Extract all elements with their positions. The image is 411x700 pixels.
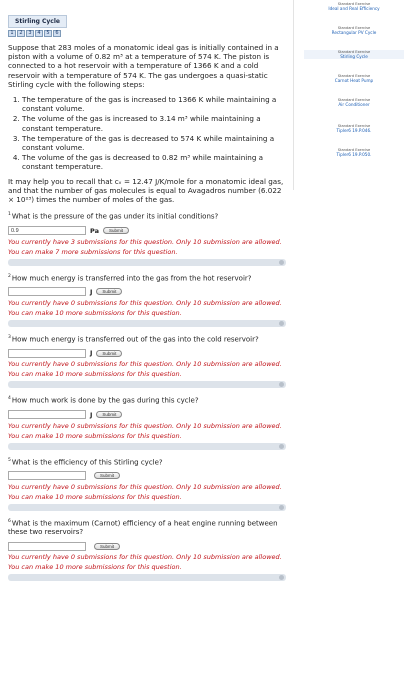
submit-button[interactable]: Submit [94,543,120,550]
submission-status: You currently have 0 submissions for this question. Only 10 submission are allowed. [8,482,282,491]
feedback-bar[interactable] [8,320,286,327]
feedback-bar[interactable] [8,574,286,581]
submissions-remaining: You can make 10 more submissions for this question. [8,431,182,440]
answer-input[interactable] [8,471,86,480]
sidebar-item-air-conditioner[interactable] [304,98,404,107]
answer-line [8,287,286,297]
question-6 [8,517,286,581]
submission-status: You currently have 0 submissions for this question. Only 10 submission are allowed. [8,360,282,369]
submission-status: You currently have 3 submissions for this question. Only 10 submission are allowed. [8,237,282,246]
expand-icon[interactable] [279,321,284,326]
submissions-remaining: You can make 10 more submissions for this question. [8,370,182,379]
nav-box-5[interactable]: 5 [44,30,52,37]
answer-input[interactable] [8,349,86,358]
main-content [8,8,286,581]
question-nav [8,30,286,37]
question-number: 2 [8,273,11,279]
page-title: Stirling Cycle [8,15,67,28]
sidebar-item-stirling-cycle[interactable] [304,50,404,59]
answer-input[interactable] [8,226,86,235]
answer-line [8,410,286,420]
sidebar-item-link[interactable]: Stirling Cycle [340,54,368,59]
sidebar-item-link[interactable]: Rectangular PV Cycle [331,30,377,35]
unit-label: J [90,410,93,419]
expand-icon[interactable] [279,505,284,510]
sidebar-item-carnot-heat-pump[interactable] [304,74,404,83]
answer-input[interactable] [8,287,86,296]
sidebar-item-type: Standard Exercise [337,124,371,128]
question-number: 5 [8,457,11,463]
submission-status: You currently have 0 submissions for this question. Only 10 submission are allowed. [8,421,282,430]
submissions-remaining: You can make 7 more submissions for this question. [8,247,178,256]
nav-box-6[interactable]: 6 [53,30,61,37]
question-text: How much work is done by the gas during this cycle? [11,396,199,405]
question-text: What is the pressure of the gas under its initial conditions? [11,212,219,221]
expand-icon[interactable] [279,382,284,387]
sidebar-item-type: Standard Exercise [337,148,371,152]
sidebar-item-type: Standard Exercise [337,2,371,6]
submit-button[interactable]: Submit [96,288,122,295]
sidebar-item-tipler6-19p046[interactable] [304,124,404,133]
question-text: What is the efficiency of this Stirling cycle? [11,457,163,466]
submissions-remaining: You can make 10 more submissions for this question. [8,308,182,317]
submissions-remaining: You can make 10 more submissions for this question. [8,563,182,572]
question-text: How much energy is transferred into the gas from the hot reservoir? [11,273,252,282]
step-3: 3. The temperature of the gas is decreased to 574 K while maintaining a constant volume. [22,134,286,152]
sidebar-item-link[interactable]: Tipler6 19.P.046. [336,128,372,133]
question-5 [8,456,286,511]
step-2: 2. The volume of the gas is increased to 3.14 m³ while maintaining a constant temperature. [22,114,286,132]
feedback-bar[interactable] [8,443,286,450]
question-2 [8,272,286,327]
submit-button[interactable]: Submit [96,411,122,418]
submission-status: You currently have 0 submissions for this question. Only 10 submission are allowed. [8,298,282,307]
step-1: 1. The temperature of the gas is increased to 1366 K while maintaining a constant volume. [22,95,286,113]
submission-status: You currently have 0 submissions for this question. Only 10 submission are allowed. [8,553,282,562]
answer-line [8,541,286,551]
unit-label: J [90,349,93,358]
unit-label: Pa [90,226,99,235]
sidebar-item-tipler6-19p050[interactable] [304,148,404,157]
expand-icon[interactable] [279,444,284,449]
question-number: 1 [8,212,11,218]
answer-line [8,348,286,358]
question-text: How much energy is transferred out of the gas into the cold reservoir? [11,335,259,344]
question-number: 3 [8,334,11,340]
nav-box-1[interactable]: 1 [8,30,16,37]
sidebar-item-type: Standard Exercise [337,74,371,78]
feedback-bar[interactable] [8,259,286,266]
submit-button[interactable]: Submit [94,472,120,479]
answer-input[interactable] [8,410,86,419]
expand-icon[interactable] [279,260,284,265]
nav-box-2[interactable]: 2 [17,30,25,37]
question-1 [8,210,286,265]
question-number: 4 [8,396,11,402]
question-number: 6 [8,518,11,524]
sidebar-item-rectangular-pv-cycle[interactable] [304,26,404,35]
question-text: What is the maximum (Carnot) efficiency of a heat engine running between these two reservoirs? [8,519,278,537]
step-4: 4. The volume of the gas is decreased to 0.82 m³ while maintaining a constant temperature. [22,153,286,171]
exercise-sidebar [293,0,408,190]
feedback-bar[interactable] [8,381,286,388]
question-3 [8,333,286,388]
expand-icon[interactable] [279,575,284,580]
sidebar-item-link[interactable]: Carnot Heat Pump [334,78,374,83]
sidebar-item-link[interactable]: Air Conditioner [338,102,370,107]
intro-text: Suppose that 283 moles of a monatomic ideal gas is initially contained in a piston with a volume of 0.82 m³ at a temperature of 574 K. The piston is connected to a hot reservoir with a temperature of 1366 K and a cold reservoir with a temperature of 574 K. The gas undergoes a quasi-static Stirling cycle with the following steps: [8,43,279,89]
hint-text: It may help you to recall that cᵥ = 12.47 J/K/mole for a monatomic ideal gas, and that the number of gas molecules is equal to Avagadros number (6.022 × 10²³) times the number of moles of the gas. [8,176,284,205]
sidebar-item-link[interactable]: Tipler6 19.P.050. [336,152,372,157]
problem-statement [8,43,286,204]
nav-box-4[interactable]: 4 [35,30,43,37]
answer-line [8,226,286,236]
unit-label: J [90,287,93,296]
steps-list [8,95,286,172]
sidebar-item-type: Standard Exercise [337,98,371,102]
question-4 [8,394,286,449]
submissions-remaining: You can make 10 more submissions for this question. [8,492,182,501]
answer-line [8,471,286,481]
sidebar-item-type: Standard Exercise [337,26,371,30]
sidebar-item-ideal-real-efficiency[interactable] [304,2,404,11]
sidebar-item-link[interactable]: Ideal and Real Efficiency [328,6,380,11]
sidebar-item-type: Standard Exercise [337,50,371,54]
submit-button[interactable]: Submit [103,227,129,234]
submit-button[interactable]: Submit [96,350,122,357]
answer-input[interactable] [8,542,86,551]
feedback-bar[interactable] [8,504,286,511]
nav-box-3[interactable]: 3 [26,30,34,37]
